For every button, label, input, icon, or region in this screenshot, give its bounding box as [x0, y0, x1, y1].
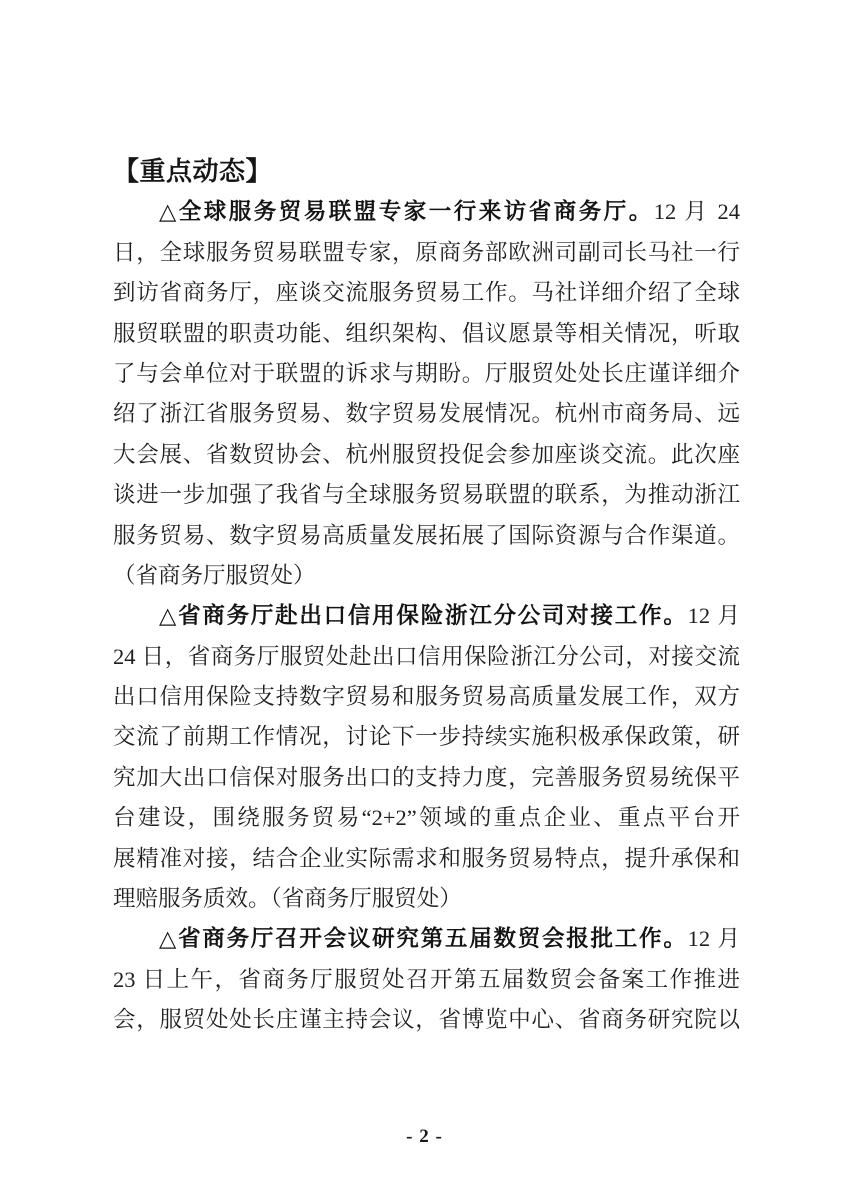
paragraph-lines: [113, 192, 740, 1040]
article-body-text: 12 月 24: [653, 199, 740, 225]
section-heading: 【重点动态】: [113, 157, 273, 187]
text-line: [113, 596, 740, 636]
text-line: [113, 919, 740, 959]
article-body-text: 会，服贸处处长庄谨主持会议，省博览中心、省商务研究院以: [113, 1007, 740, 1033]
article-body-text: 谈进一步加强了我省与全球服务贸易联盟的联系，为推动浙江: [113, 482, 740, 508]
article-body-text: 出口信用保险支持数字贸易和服务贸易高质量发展工作，双方: [113, 684, 740, 710]
article-body-text: 究加大出口信保对服务出口的支持力度，完善服务贸易统保平: [113, 764, 740, 790]
article-body-text: 了与会单位对于联盟的诉求与期盼。厅服贸处处长庄谨详细介: [113, 360, 740, 386]
text-line: [113, 475, 740, 515]
text-line: [113, 798, 740, 838]
text-line: [113, 960, 740, 1000]
page-number: - 2 -: [406, 1126, 443, 1147]
article-body-text: 绍了浙江省服务贸易、数字贸易发展情况。杭州市商务局、远: [113, 401, 740, 427]
text-line: [113, 717, 740, 757]
text-line: [113, 354, 740, 394]
article-body-text: 服务贸易、数字贸易高质量发展拓展了国际资源与合作渠道。: [113, 522, 740, 548]
text-line: [113, 233, 740, 273]
article-body-text: 23 日上午，省商务厅服贸处召开第五届数贸会备案工作推进: [113, 966, 740, 992]
text-line: [113, 516, 740, 556]
text-line: [113, 435, 740, 475]
text-line: [113, 839, 740, 879]
article-body-text: 服贸联盟的职责功能、组织架构、倡议愿景等相关情况，听取: [113, 320, 740, 346]
text-line: [113, 637, 740, 677]
article-body-text: 展精准对接，结合企业实际需求和服务贸易特点，提升承保和: [113, 845, 740, 871]
text-line: [113, 677, 740, 717]
article-body-text: 24 日，省商务厅服贸处赴出口信用保险浙江分公司，对接交流: [113, 643, 740, 669]
text-line: [113, 758, 740, 798]
text-line: [113, 879, 740, 919]
article-body-text: 理赔服务质效。（省商务厅服贸处）: [113, 886, 462, 912]
article-body-text: 大会展、省数贸协会、杭州服贸投促会参加座谈交流。此次座: [113, 441, 740, 467]
text-line: [113, 1000, 740, 1040]
text-line: [113, 556, 740, 596]
document-body: [113, 152, 740, 1041]
article-title-text: △省商务厅赴出口信用保险浙江分公司对接工作。: [159, 603, 688, 629]
text-line: [113, 273, 740, 313]
text-line: [113, 314, 740, 354]
text-line: [113, 192, 740, 232]
article-title-text: △全球服务贸易联盟专家一行来访省商务厅。: [159, 199, 654, 225]
text-line: [113, 394, 740, 434]
article-body-text: （省商务厅服贸处）: [113, 562, 316, 588]
article-body-text: 到访省商务厅，座谈交流服务贸易工作。马社详细介绍了全球: [113, 280, 740, 306]
article-body-text: 台建设，围绕服务贸易“2+2”领域的重点企业、重点平台开: [113, 805, 740, 831]
article-body-text: 12 月: [687, 926, 740, 952]
article-body-text: 交流了前期工作情况，讨论下一步持续实施积极承保政策，研: [113, 724, 740, 750]
article-body-text: 日，全球服务贸易联盟专家，原商务部欧洲司副司长马社一行: [113, 239, 740, 265]
article-title-text: △省商务厅召开会议研究第五届数贸会报批工作。: [159, 926, 688, 952]
article-body-text: 12 月: [687, 603, 740, 629]
